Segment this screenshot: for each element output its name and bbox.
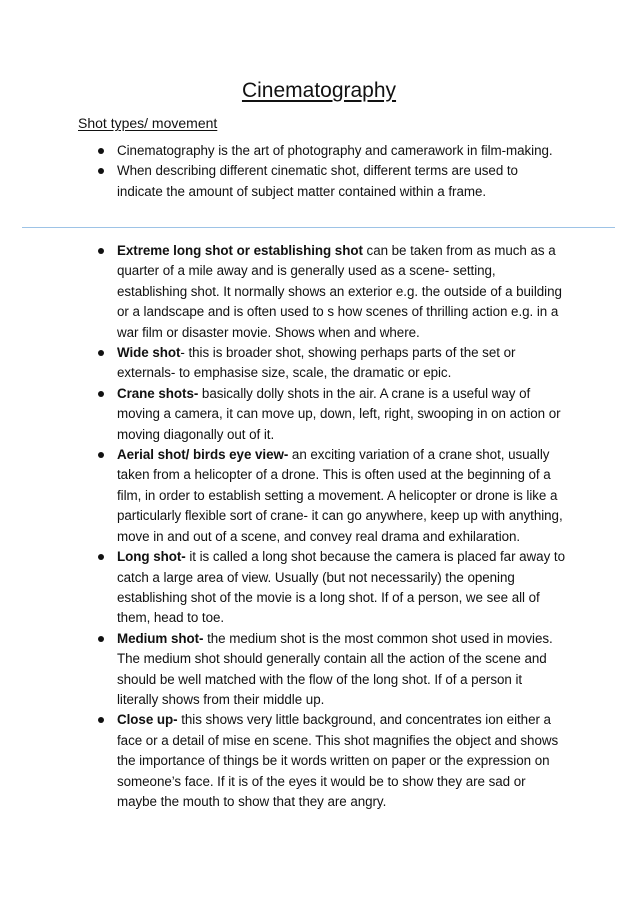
shot-term: Aerial shot/ birds eye view- [117,447,289,463]
shot-term: Close up- [117,712,178,728]
list-item [95,629,565,711]
shot-description: - this is broader shot, showing perhaps parts of the set or externals- to emphasise size, scale, the dramatic or epic. [117,345,516,381]
list-item [95,241,565,343]
bullet-icon [98,391,104,397]
shot-description: can be taken from as much as a quarter of a mile away and is generally used as a scene- setting, establishing shot. It normally shows an exterior e.g. the outside of a building or a landscape and is often used to s how scenes of thrilling action e.g. in a war film or disaster movie. Shows when and where. [117,243,562,340]
shot-term: Crane shots- [117,385,199,401]
shot-types-list [95,241,565,812]
bullet-icon [98,554,104,560]
shot-description: the medium shot is the most common shot used in movies. The medium shot should generally contain all the action of the scene and should be well matched with the flow of the long shot. If of a person it literally shows from their middle up. [117,630,553,707]
bullet-icon [98,452,104,458]
list-item-text: Cinematography is the art of photography and camerawork in film-making. [117,143,553,158]
list-item [95,547,565,629]
bullet-icon [98,717,104,723]
list-item [95,710,565,812]
list-item [95,343,565,384]
horizontal-divider [22,227,615,228]
shot-description: it is called a long shot because the camera is placed far away to catch a large area of view. Usually (but not necessarily) the opening establishing shot of the movie is a long shot. If of a person, we see all of them, head to toe. [117,549,565,626]
intro-list [95,141,565,202]
bullet-icon [98,148,104,154]
bullet-icon [98,248,104,254]
shot-term: Medium shot- [117,630,204,646]
shot-description: an exciting variation of a crane shot, usually taken from a helicopter of a drone. This is often used at the beginning of a film, in order to establish setting a movement. A helicopter or drone is like a particularly flexible sort of crane- it can go anywhere, keep up with anything, move in and out of a scene, and convey real drama and exhilaration. [117,447,563,544]
bullet-icon [98,168,104,174]
list-item [95,141,565,161]
shot-description: this shows very little background, and concentrates ion either a face or a detail of mise en scene. This shot magnifies the object and shows the importance of things be it words written on paper or the expression on someone’s face. If it is of the eyes it would be to show they are sad or maybe the mouth to show that they are angry. [117,712,559,809]
shot-term: Long shot- [117,549,186,565]
bullet-icon [98,636,104,642]
list-item [95,161,565,202]
list-item [95,445,565,547]
bullet-icon [98,350,104,356]
shot-term: Extreme long shot or establishing shot [117,243,363,258]
shot-term: Wide shot [117,345,181,361]
section-subtitle: Shot types/ movement [78,115,218,131]
shot-description: basically dolly shots in the air. A crane is a useful way of moving a camera, it can move up, down, left, right, swooping in on action or moving diagonally out of it. [117,385,561,442]
list-item-text: When describing different cinematic shot, different terms are used to indicate the amount of subject matter contained within a frame. [117,163,518,199]
page-title: Cinematography [241,79,397,102]
list-item [95,384,565,445]
